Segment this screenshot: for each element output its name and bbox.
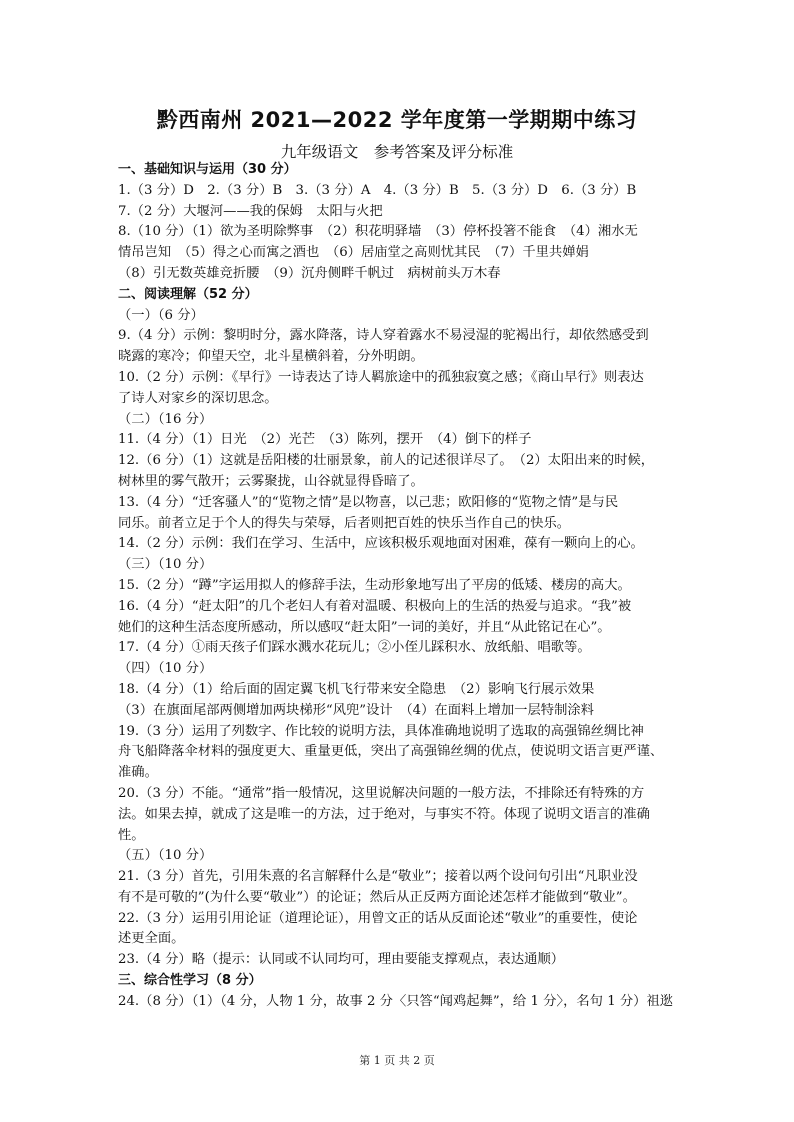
answer-line: 舟飞船降落伞材料的强度更大、重量更低，突出了高强锦丝绸的优点，使说明文语言更严谨、 bbox=[118, 744, 664, 760]
answer-line: （3）在旗面尾部两侧增加两块梯形“风兜”设计 （4）在面料上增加一层特制涂料 bbox=[118, 702, 594, 718]
answer-line: 晓露的寒冷；仰望天空，北斗星横斜着，分外明朗。 bbox=[118, 349, 424, 365]
answer-line: （五）（10 分） bbox=[118, 848, 213, 864]
answer-line: 24.（8 分）（1）（4 分，人物 1 分，故事 2 分〈只答“闻鸡起舞”，给 1 分〉，名句 1 分）祖逖 bbox=[118, 993, 674, 1009]
answer-line: 18.（4 分）（1）给后面的固定翼飞机飞行带来安全隐患 （2）影响飞行展示效果 bbox=[118, 681, 595, 697]
answer-line: （二）（16 分） bbox=[118, 411, 213, 427]
answer-line: 了诗人对家乡的深切思念。 bbox=[118, 390, 278, 406]
answer-line: 有不是可敬的”(为什么要“敬业”）的论证；然后从正反两方面论述怎样才能做到“敬业”。 bbox=[118, 889, 636, 905]
answer-line: 她们的这种生活态度所感动，所以感叹“赶太阳”一词的美好，并且“从此铭记在心”。 bbox=[118, 619, 611, 635]
answer-line: 15.（2 分）“蹲”字运用拟人的修辞手法，生动形象地写出了平房的低矮、楼房的高大。 bbox=[118, 577, 631, 593]
answer-line: 13.（4 分）“迁客骚人”的“览物之情”是以物喜，以己悲；欧阳修的“览物之情”是与民 bbox=[118, 494, 619, 510]
answer-line: （三）（10 分） bbox=[118, 557, 213, 573]
answer-line: （一）（6 分） bbox=[118, 307, 204, 323]
section-heading: 三、综合性学习（8 分） bbox=[118, 973, 262, 989]
answer-line: （8）引无数英雄竞折腰 （9）沉舟侧畔千帆过 病树前头万木春 bbox=[118, 265, 501, 281]
document-subtitle: 九年级语文 参考答案及评分标准 bbox=[280, 143, 514, 161]
answer-line: 14.（2 分）示例：我们在学习、生活中，应该积极乐观地面对困难，葆有一颗向上的心。 bbox=[118, 536, 644, 552]
section-heading: 二、阅读理解（52 分） bbox=[118, 286, 258, 302]
answer-line: 性。 bbox=[118, 827, 145, 843]
answer-line: 准确。 bbox=[118, 765, 158, 781]
page-footer: 第 1 页 共 2 页 bbox=[359, 1054, 435, 1067]
answer-line: 9.（4 分）示例：黎明时分，露水降落，诗人穿着露水不易浸湿的驼褐出行，却依然感受到 bbox=[118, 328, 649, 344]
answer-line: 7.（2 分）大堰河——我的保姆 太阳与火把 bbox=[118, 203, 383, 219]
document-title: 黔西南州 2021—2022 学年度第一学期期中练习 bbox=[156, 108, 638, 132]
answer-line: 22.（3 分）运用引用论证（道理论证），用曾文正的话从反面论述“敬业”的重要性，使论 bbox=[118, 910, 638, 926]
answer-line: 12.（6 分）（1）这就是岳阳楼的壮丽景象，前人的记述很详尽了。 （2）太阳出来的时候， bbox=[118, 453, 655, 469]
answer-line: 10.（2 分）示例：《早行》一诗表达了诗人羁旅途中的孤独寂寞之感；《商山早行》则表达 bbox=[118, 369, 644, 385]
answer-line: 20.（3 分）不能。“通常”指一般情况，这里说解决问题的一般方法，不排除还有特殊的方 bbox=[118, 785, 645, 801]
section-heading: 一、基础知识与运用（30 分） bbox=[118, 162, 297, 177]
answer-line: 21.（3 分）首先，引用朱熹的名言解释什么是“敬业”；接着以两个设问句引出“凡职业没 bbox=[118, 869, 638, 885]
answer-line: 19.（3 分）运用了列数字、作比较的说明方法，具体准确地说明了选取的高强锦丝绸比神 bbox=[118, 723, 644, 739]
answer-line: 同乐。前者立足于个人的得失与荣辱，后者则把百姓的快乐当作自己的快乐。 bbox=[118, 515, 571, 531]
answer-line: （四）（10 分） bbox=[118, 661, 213, 677]
answer-line: 17.（4 分）①雨天孩子们踩水溅水花玩儿；②小侄儿踩积水、放纸船、唱歌等。 bbox=[118, 640, 591, 656]
answer-line: 23.（4 分）略（提示：认同或不认同均可，理由要能支撑观点，表达通顺） bbox=[118, 952, 565, 968]
answer-line: 情吊岂知 （5）得之心而寓之酒也 （6）居庙堂之高则忧其民 （7）千里共婵娟 bbox=[118, 245, 589, 261]
answer-line: 法。如果去掉，就成了这是唯一的方法，过于绝对，与事实不符。体现了说明文语言的准确 bbox=[118, 806, 650, 822]
answer-line: 16.（4 分）“赶太阳”的几个老妇人有着对温暖、积极向上的生活的热爱与追求。“我”被 bbox=[118, 598, 632, 614]
answer-line: 1.（3 分）D 2.（3 分）B 3.（3 分）A 4.（3 分）B 5.（3 分）D 6.（3 分）B bbox=[118, 182, 637, 198]
answer-body bbox=[118, 160, 678, 1013]
answer-line: 树林里的雾气散开；云雾聚拢，山谷就显得昏暗了。 bbox=[118, 473, 424, 489]
answer-line: 11.（4 分）（1）日光 （2）光芒 （3）陈列，摆开 （4）倒下的样子 bbox=[118, 432, 532, 448]
answer-line: 述更全面。 bbox=[118, 931, 185, 947]
answer-line: 8.（10 分）（1）欲为圣明除弊事 （2）积花明驿墙 （3）停杯投箸不能食 （4）湘水无 bbox=[118, 224, 638, 240]
